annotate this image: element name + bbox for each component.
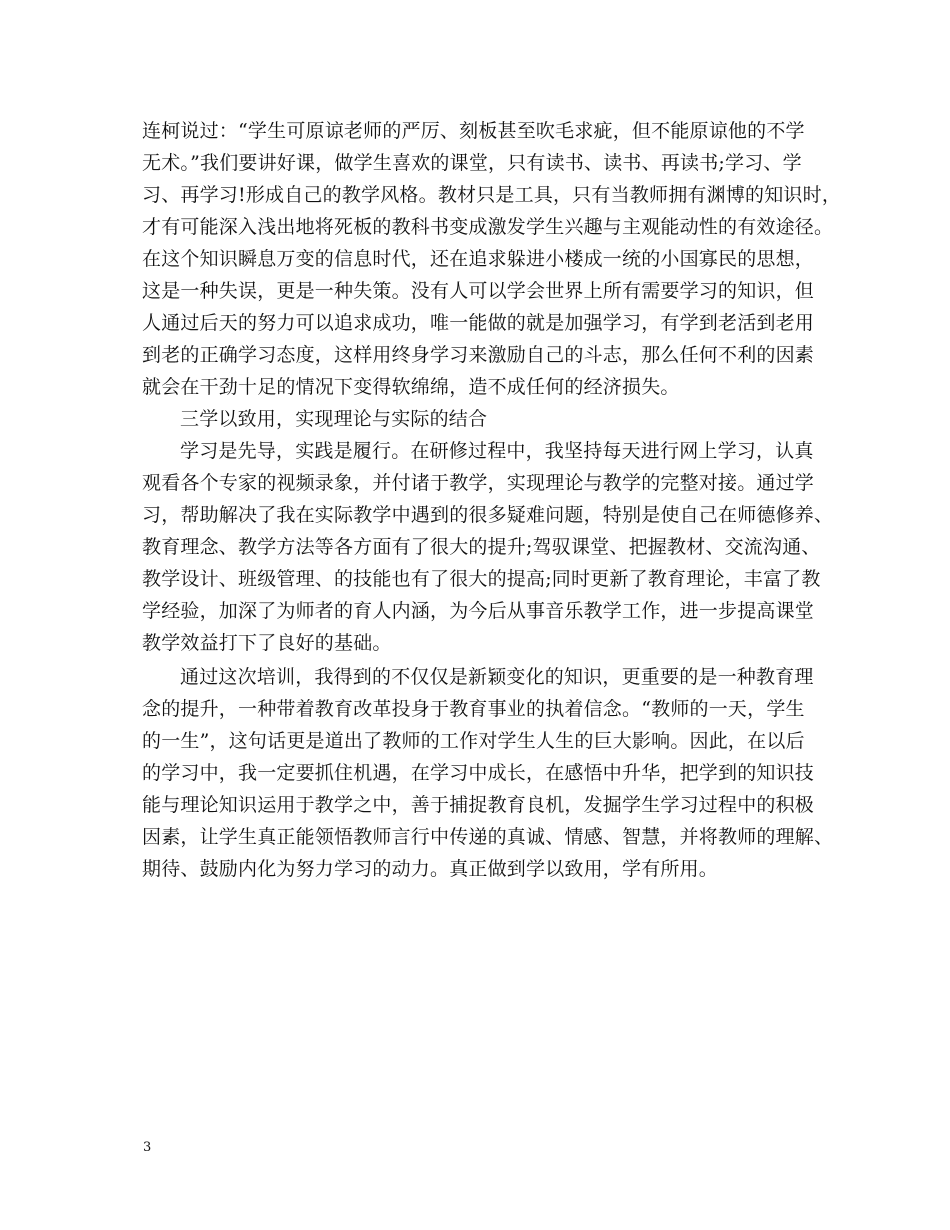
text-line: 人通过后天的努力可以追求成功，唯一能做的就是加强学习，有学到老活到老用 (142, 312, 815, 334)
text-line: 习，帮助解决了我在实际教学中遇到的很多疑难问题，特别是使自己在师德修养、 (142, 504, 834, 526)
text-line: 教育理念、教学方法等各方面有了很大的提升;驾驭课堂、把握教材、交流沟通、 (142, 536, 821, 558)
text-line: 学习是先导，实践是履行。在研修过程中，我坚持每天进行网上学习，认真 (180, 440, 814, 462)
text-line: 才有可能深入浅出地将死板的教科书变成激发学生兴趣与主观能动性的有效途径。 (142, 216, 834, 238)
text-line: 这是一种失误，更是一种失策。没有人可以学会世界上所有需要学习的知识，但 (142, 280, 815, 302)
document-body (142, 115, 842, 885)
text-line: 念的提升，一种带着教育改革投身于教育事业的执着信念。“教师的一天，学生 (142, 698, 805, 720)
paragraph-3 (142, 661, 834, 885)
text-line: 连柯说过：“学生可原谅老师的严厉、刻板甚至吹毛求疵，但不能原谅他的不学 (142, 120, 805, 142)
text-line: 因素，让学生真正能领悟教师言行中传递的真诚、情感、智慧，并将教师的理解、 (142, 826, 834, 848)
text-line: 到老的正确学习态度，这样用终身学习来激励自己的斗志，那么任何不利的因素 (142, 344, 815, 366)
text-line: 观看各个专家的视频录象，并付诸于教学，实现理论与教学的完整对接。通过学 (142, 472, 815, 494)
text-line: 就会在干劲十足的情况下变得软绵绵，造不成任何的经济损失。 (142, 376, 680, 398)
text-line: 无术。”我们要讲好课，做学生喜欢的课堂，只有读书、读书、再读书;学习、学 (142, 152, 802, 174)
paragraph-2 (142, 435, 834, 659)
text-line: 能与理论知识运用于教学之中，善于捕捉教育良机，发掘学生学习过程中的积极 (142, 794, 815, 816)
text-line: 学经验，加深了为师者的育人内涵，为今后从事音乐教学工作，进一步提高课堂 (142, 600, 815, 622)
page-number: 3 (143, 1140, 152, 1155)
text-line: 期待、鼓励内化为努力学习的动力。真正做到学以致用，学有所用。 (142, 858, 719, 880)
paragraph-1 (142, 115, 842, 403)
text-line: 在这个知识瞬息万变的信息时代，还在追求躲进小楼成一统的小国寡民的思想， (142, 248, 815, 270)
section-heading: 三学以致用，实现理论与实际的结合 (180, 408, 488, 430)
text-line: 习、再学习!形成自己的教学风格。教材只是工具，只有当教师拥有渊博的知识时， (142, 184, 842, 206)
text-line: 教学效益打下了良好的基础。 (142, 632, 392, 654)
text-line: 的学习中，我一定要抓住机遇，在学习中成长，在感悟中升华，把学到的知识技 (142, 762, 815, 784)
text-line: 通过这次培训，我得到的不仅仅是新颖变化的知识，更重要的是一种教育理 (180, 666, 814, 688)
text-line: 的一生”，这句话更是道出了教师的工作对学生人生的巨大影响。因此，在以后 (142, 730, 805, 752)
text-line: 教学设计、班级管理、的技能也有了很大的提高;同时更新了教育理论，丰富了教 (142, 568, 821, 590)
